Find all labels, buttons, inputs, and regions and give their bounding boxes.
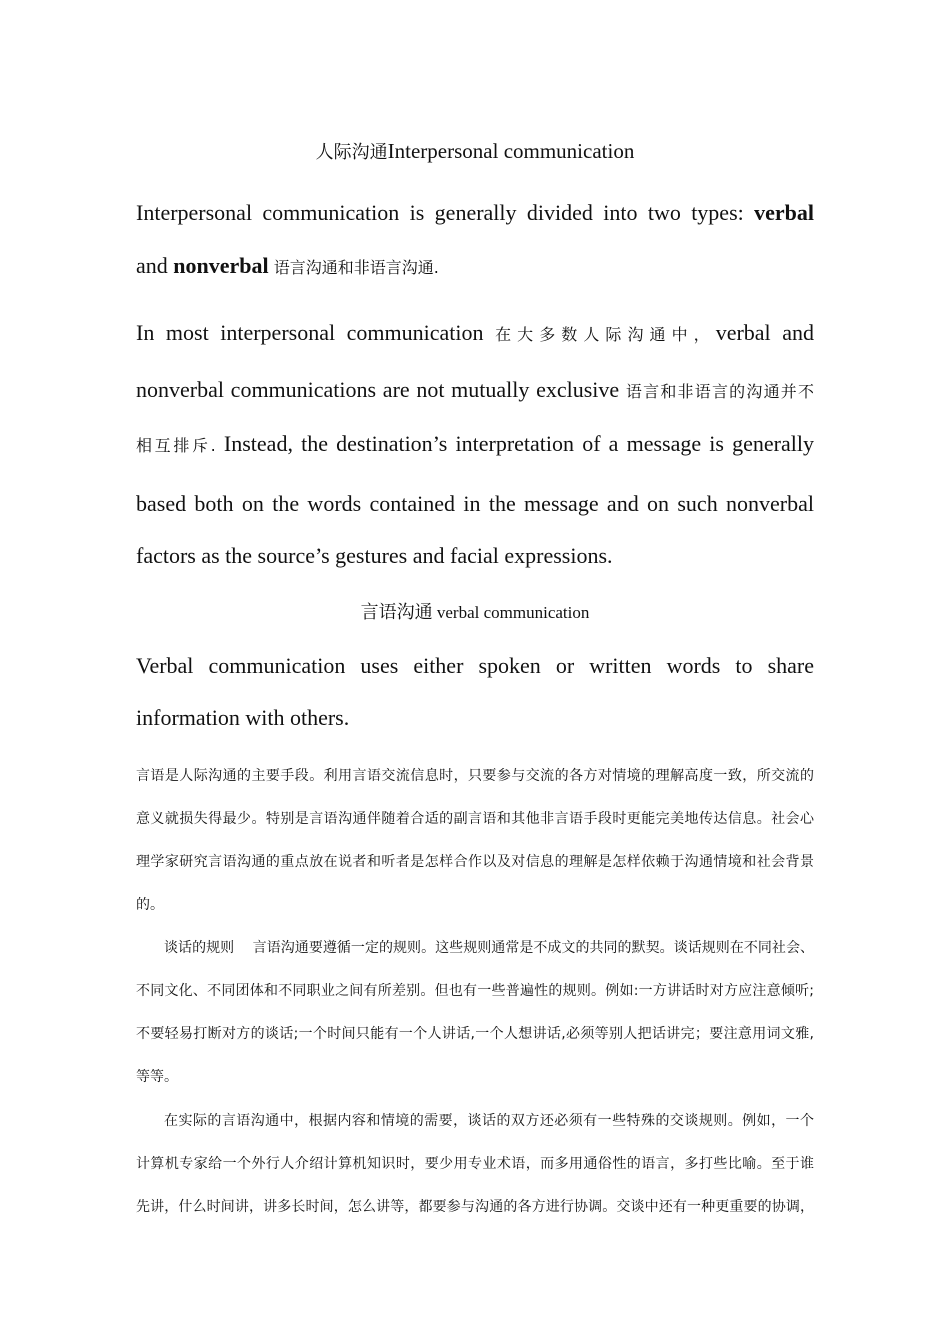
paragraph-2-line-3 bbox=[136, 431, 814, 457]
text-run: In most interpersonal communication bbox=[136, 320, 496, 345]
paragraph-2-line-5: factors as the source’s gestures and facial expressions. bbox=[136, 543, 613, 568]
chinese-gloss: 在大多数人际沟通中， bbox=[495, 325, 716, 344]
text-run: and bbox=[136, 253, 174, 278]
title-chinese: 言语沟通 bbox=[360, 602, 433, 623]
paragraph-6-line-1: 在实际的言语沟通中，根据内容和情境的需要，谈话的双方还必须有一些特殊的交谈规则。例如，一个 bbox=[164, 1113, 814, 1129]
paragraph-4-line-3: 理学家研究言语沟通的重点放在说者和听者是怎样合作以及对信息的理解是怎样依赖于沟通情境和社会背景 bbox=[136, 854, 814, 870]
bold-term-verbal: verbal bbox=[754, 200, 814, 225]
paragraph-4-line-1: 言语是人际沟通的主要手段。利用言语交流信息时，只要参与交流的各方对情境的理解高度一致，所交流的 bbox=[136, 768, 814, 784]
section-title-verbal bbox=[0, 598, 950, 624]
chinese-gloss: 语言沟通和非语言沟通. bbox=[268, 258, 439, 277]
paragraph-2-line-2 bbox=[136, 377, 814, 403]
text-run: Interpersonal communication is generally divided into two types: bbox=[136, 200, 755, 225]
paragraph-5-line-3: 不要轻易打断对方的谈话;一个时间只能有一个人讲话,一个人想讲话,必须等别人把话讲完；要注意用词文雅, bbox=[136, 1026, 814, 1042]
paragraph-5-line-1: 谈话的规则 言语沟通要遵循一定的规则。这些规则通常是不成文的共同的默契。谈话规则在不同社会、 bbox=[164, 940, 814, 956]
text-run: verbal and bbox=[715, 320, 814, 345]
title-english: Interpersonal communication bbox=[387, 139, 635, 163]
paragraph-6-line-3: 先讲，什么时间讲，讲多长时间，怎么讲等，都要参与沟通的各方进行协调。交谈中还有一种更重要的协调， bbox=[136, 1199, 814, 1215]
title-chinese: 人际沟通 bbox=[315, 142, 388, 163]
paragraph-2-line-4: based both on the words contained in the message and on such nonverbal bbox=[136, 491, 814, 516]
paragraph-3-line-1: Verbal communication uses either spoken or written words to share bbox=[136, 653, 814, 678]
paragraph-1-line-2 bbox=[136, 253, 814, 279]
paragraph-5-line-2: 不同文化、不同团体和不同职业之间有所差别。但也有一些普遍性的规则。例如:一方讲话时对方应注意倾听; bbox=[136, 983, 814, 999]
chinese-gloss: 语言和非语言的沟通并不 bbox=[625, 382, 814, 401]
bold-term-nonverbal: nonverbal bbox=[173, 253, 269, 278]
paragraph-2-line-1 bbox=[136, 320, 814, 346]
paragraph-4-line-4: 的。 bbox=[136, 897, 164, 913]
text-run: nonverbal communications are not mutually exclusive bbox=[136, 377, 626, 402]
paragraph-5-line-4: 等等。 bbox=[136, 1069, 178, 1085]
paragraph-3-line-2: information with others. bbox=[136, 705, 350, 730]
title-english: verbal communication bbox=[432, 603, 590, 622]
chinese-gloss: 相互排斥. bbox=[136, 436, 216, 455]
paragraph-1-line-1 bbox=[136, 200, 814, 226]
paragraph-4-line-2: 意义就损失得最少。特别是言语沟通伴随着合适的副言语和其他非言语手段时更能完美地传达信息。社会心 bbox=[136, 811, 814, 827]
section-title-interpersonal bbox=[0, 138, 950, 164]
text-run: Instead, the destination’s interpretation of a message is generally bbox=[215, 431, 814, 456]
paragraph-6-line-2: 计算机专家给一个外行人介绍计算机知识时，要少用专业术语，而多用通俗性的语言，多打些比喻。至于谁 bbox=[136, 1156, 814, 1172]
